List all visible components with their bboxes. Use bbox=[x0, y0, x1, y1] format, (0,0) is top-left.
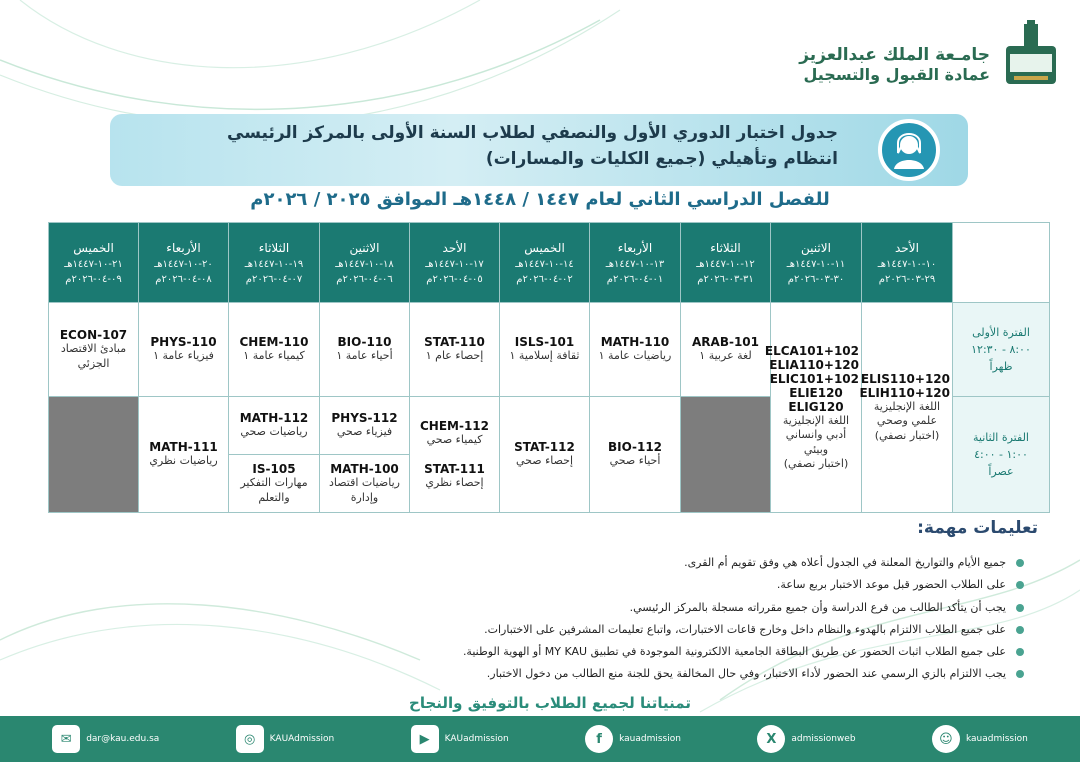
title-banner bbox=[110, 114, 968, 186]
facebook-icon: f bbox=[585, 725, 613, 753]
cell-phys-112: PHYS-112 فيزياء صحي bbox=[320, 397, 410, 455]
cell-stat-110: STAT-110 إحصاء عام ١ bbox=[410, 303, 500, 397]
header-day-4: الأربعاء ١٣-١٠-١٤٤٧هـ ٠١-٠٤-٢٠٢٦م bbox=[590, 223, 681, 303]
header-day-5: الخميس ١٤-١٠-١٤٤٧هـ ٠٢-٠٤-٢٠٢٦م bbox=[500, 223, 590, 303]
cell-econ-107: ECON-107 مبادئ الاقتصاد الجزئي bbox=[49, 303, 139, 397]
instruction-item: على جميع الطلاب الالتزام بالهدوء والنظام داخل وخارج قاعات الاختبارات، واتباع تعليمات المشرفين على الاختبارات. bbox=[264, 619, 1024, 641]
student-avatar-icon bbox=[878, 119, 940, 181]
footer-email-text: dar@kau.edu.sa bbox=[86, 734, 160, 744]
x-icon: X bbox=[757, 725, 785, 753]
header-day-2: الاثنين ١١-١٠-١٤٤٧هـ ٣٠-٠٣-٢٠٢٦م bbox=[771, 223, 862, 303]
footer-youtube[interactable] bbox=[411, 725, 509, 753]
table-header-row bbox=[49, 223, 1050, 303]
cell-math-112: MATH-112 رياضيات صحي bbox=[229, 397, 320, 455]
cell-math-111: MATH-111 رياضيات نظري bbox=[139, 397, 229, 513]
footer-facebook-text: kauadmission bbox=[619, 734, 681, 744]
closing-message: تمنياتنا لجميع الطلاب بالتوفيق والنجاح bbox=[409, 694, 691, 712]
instructions-list bbox=[264, 552, 1024, 686]
cell-isls-101: ISLS-101 ثقافة إسلامية ١ bbox=[500, 303, 590, 397]
footer-email[interactable] bbox=[52, 725, 159, 753]
snapchat-icon: ☺ bbox=[932, 725, 960, 753]
header-day-8: الثلاثاء ١٩-١٠-١٤٤٧هـ ٠٧-٠٤-٢٠٢٦م bbox=[229, 223, 320, 303]
header-day-6: الأحد ١٧-١٠-١٤٤٧هـ ٠٥-٠٤-٢٠٢٦م bbox=[410, 223, 500, 303]
cell-math-110: MATH-110 رياضيات عامة ١ bbox=[590, 303, 681, 397]
header-day-1: الأحد ١٠-١٠-١٤٤٧هـ ٢٩-٠٣-٢٠٢٦م bbox=[862, 223, 953, 303]
empty-slot-thu2 bbox=[49, 397, 139, 513]
university-emblem-icon bbox=[1002, 20, 1060, 88]
youtube-icon: ▶ bbox=[411, 725, 439, 753]
banner-title-line2: انتظام وتأهيلي (جميع الكليات والمسارات) bbox=[485, 149, 838, 169]
footer-snapchat-text: kauadmission bbox=[965, 734, 1028, 744]
deanship-name: عمادة القبول والتسجيل bbox=[803, 64, 990, 84]
footer-instagram[interactable] bbox=[236, 725, 335, 753]
cell-bio-112: BIO-112 أحياء صحي bbox=[590, 397, 681, 513]
instruction-item: يجب الالتزام بالزي الرسمي عند الحضور لأداء الاختبار، وفي حال المخالفة يحق للجنة منع الطالب من دخول الاختبار. bbox=[264, 663, 1024, 685]
header-day-7: الاثنين ١٨-١٠-١٤٤٧هـ ٠٦-٠٤-٢٠٢٦م bbox=[320, 223, 410, 303]
exam-schedule-table bbox=[48, 222, 1050, 513]
table-corner bbox=[953, 223, 1050, 303]
footer-x[interactable] bbox=[757, 725, 855, 753]
instagram-icon: ◎ bbox=[236, 725, 264, 753]
header-day-10: الخميس ٢١-١٠-١٤٤٧هـ ٠٩-٠٤-٢٠٢٦م bbox=[49, 223, 139, 303]
semester-subtitle: للفصل الدراسي الثاني لعام ١٤٤٧ / ١٤٤٨هـ الموافق ٢٠٢٥ / ٢٠٢٦م bbox=[250, 189, 830, 210]
email-icon: ✉ bbox=[52, 725, 80, 753]
footer-youtube-text: KAUadmission bbox=[444, 734, 509, 744]
cell-chem-112-stat-111: CHEM-112 كيمياء صحي STAT-111 إحصاء نظري bbox=[410, 397, 500, 513]
sun1-english-sci-health: ELIS110+120 ELIH110+120 اللغة الإنجليزية علمي وصحي (اختبار نصفي) bbox=[862, 303, 953, 513]
mon1-english-lit-env: ELCA101+102 ELIA110+120 ELIC101+102 ELIE120 ELIG120 اللغة الإنجليزية أدبي وانساني وبيئي (اختبار نصفي) bbox=[771, 303, 862, 513]
first-period-label: الفترة الأولى ٨:٠٠ - ١٢:٣٠ ظهراً bbox=[953, 303, 1050, 397]
cell-is-105: IS-105 مهارات التفكير والتعلم bbox=[229, 455, 320, 513]
footer-instagram-text: KAUAdmission bbox=[269, 734, 335, 744]
cell-math-100: MATH-100 رياضيات اقتصاد وإدارة bbox=[320, 455, 410, 513]
instruction-item: على الطلاب الحضور قبل موعد الاختبار بربع ساعة. bbox=[264, 574, 1024, 596]
cell-bio-110: BIO-110 أحياء عامة ١ bbox=[320, 303, 410, 397]
header-day-9: الأربعاء ٢٠-١٠-١٤٤٧هـ ٠٨-٠٤-٢٠٢٦م bbox=[139, 223, 229, 303]
empty-slot-tue1 bbox=[681, 397, 771, 513]
university-logo-block bbox=[780, 20, 1060, 90]
footer-x-text: admissionweb bbox=[791, 734, 856, 744]
footer-facebook[interactable] bbox=[585, 725, 681, 753]
second-period-label: الفترة الثانية ١:٠٠ - ٤:٠٠ عصراً bbox=[953, 397, 1050, 513]
footer-bar bbox=[0, 716, 1080, 762]
instruction-item: يجب أن يتأكد الطالب من فرع الدراسة وأن جميع مقرراته مسجلة بالمركز الرئيسي. bbox=[264, 597, 1024, 619]
footer-snapchat[interactable] bbox=[932, 725, 1028, 753]
first-period-row-a bbox=[49, 303, 1050, 350]
cell-arab-101: ARAB-101 لغة عربية ١ bbox=[681, 303, 771, 397]
header-day-3: الثلاثاء ١٢-١٠-١٤٤٧هـ ٣١-٠٣-٢٠٢٦م bbox=[681, 223, 771, 303]
cell-stat-112: STAT-112 إحصاء صحي bbox=[500, 397, 590, 513]
cell-chem-110: CHEM-110 كيمياء عامة ١ bbox=[229, 303, 320, 397]
cell-phys-110: PHYS-110 فيزياء عامة ١ bbox=[139, 303, 229, 397]
banner-title-line1: جدول اختبار الدوري الأول والنصفي لطلاب السنة الأولى بالمركز الرئيسي bbox=[227, 123, 838, 143]
instructions-title: تعليمات مهمة: bbox=[917, 518, 1038, 538]
university-name: جامـعة الملك عبدالعزيز bbox=[799, 45, 990, 65]
instruction-item: جميع الأيام والتواريخ المعلنة في الجدول أعلاه هي وفق تقويم أم القرى. bbox=[264, 552, 1024, 574]
instruction-item: على جميع الطلاب اثبات الحضور عن طريق البطاقة الجامعية الالكترونية الموجودة في تطبيق MY KAU أو الهوية الوطنية. bbox=[264, 641, 1024, 663]
